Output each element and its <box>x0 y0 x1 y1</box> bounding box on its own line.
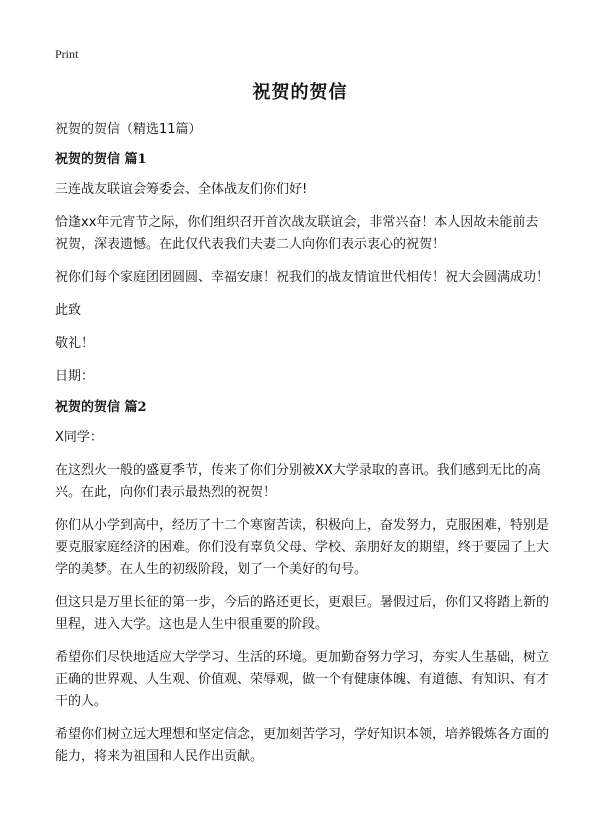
document-subtitle: 祝贺的贺信（精选11篇） <box>55 122 202 137</box>
page-title: 祝贺的贺信 <box>252 82 348 103</box>
section-heading: 祝贺的贺信 篇1 <box>55 152 147 167</box>
print-label: Print <box>55 47 79 61</box>
paragraph: X同学： <box>55 430 103 445</box>
letter-section-2 <box>55 399 550 768</box>
paragraph: 希望你们树立远大理想和坚定信念，更加刻苦学习，学好知识本领，培养锻炼各方面的能力，将来为祖国和人民作出贡献。 <box>55 727 550 764</box>
section-heading: 祝贺的贺信 篇2 <box>55 400 147 415</box>
paragraph: 在这烈火一般的盛夏季节，传来了你们分别被XX大学录取的喜讯。我们感到无比的高兴。在此，向你们表示最热烈的祝贺！ <box>55 463 541 500</box>
document-body <box>55 121 550 779</box>
letter-section-1 <box>55 151 550 388</box>
paragraph: 你们从小学到高中，经历了十二个寒窗苦读，积极向上，奋发努力，克服困难，特别是要克服家庭经济的困难。你们没有辜负父母、学校、亲朋好友的期望，终于要园了上大学的美梦。在人生的初级阶段，划了一个美好的句号。 <box>55 518 550 577</box>
paragraph: 敬礼！ <box>55 336 95 351</box>
paragraph: 祝你们每个家庭团团圆圆、幸福安康！祝我们的战友情谊世代相传！祝大会圆满成功！ <box>55 270 550 285</box>
paragraph: 日期： <box>55 369 95 384</box>
paragraph: 三连战友联谊会筹委会、全体战友们你们好! <box>55 182 308 197</box>
paragraph: 恰逢xx年元宵节之际，你们组织召开首次战友联谊会，非常兴奋！本人因故未能前去祝贺，深表遗憾。在此仅代表我们夫妻二人向你们表示衷心的祝贺！ <box>55 215 539 252</box>
paragraph: 希望你们尽快地适应大学学习、生活的环境。更加勤奋努力学习，夯实人生基础，树立正确的世界观、人生观、价值观、荣辱观，做一个有健康体魄、有道德、有知识、有才干的人。 <box>55 650 550 709</box>
paragraph: 此致 <box>55 303 82 318</box>
paragraph: 但这只是万里长征的第一步，今后的路还更长，更艰巨。暑假过后，你们又将踏上新的里程，进入大学。这也是人生中很重要的阶段。 <box>55 595 550 632</box>
